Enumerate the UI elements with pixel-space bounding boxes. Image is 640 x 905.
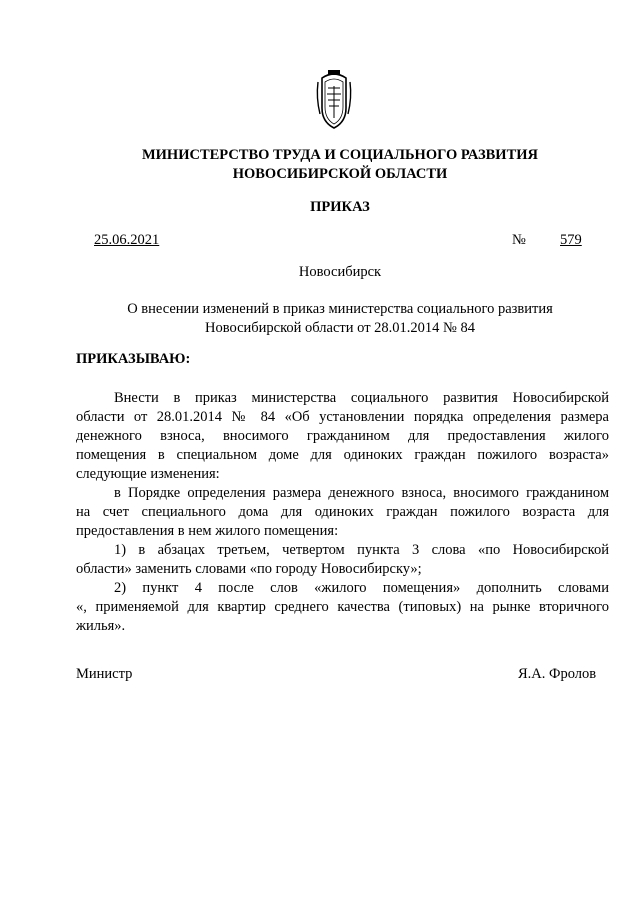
body-line: области от 28.01.2014 № 84 «Об установлении порядка определения размера [76,409,609,425]
body-line: в Порядке определения размера денежного взноса, вносимого гражданином [114,485,609,501]
body-line: Внести в приказ министерства социального развития Новосибирской [114,390,609,406]
body-line: следующие изменения: [76,466,220,482]
ministry-title-line2: НОВОСИБИРСКОЙ ОБЛАСТИ [232,166,448,182]
ministry-title-line1: МИНИСТЕРСТВО ТРУДА И СОЦИАЛЬНОГО РАЗВИТИЯ [141,147,539,163]
body-line: предоставления в нем жилого помещения: [76,523,339,539]
coat-of-arms-emblem [314,68,354,132]
subject-line1: О внесении изменений в приказ министерства социального развития [127,301,553,317]
subject-line2: Новосибирской области от 28.01.2014 № 84 [205,320,475,336]
order-body [76,389,609,636]
ministry-title [60,146,620,184]
signer-position: Министр [76,666,133,682]
body-line: помещения в специальном доме для одиноких граждан пожилого возраста» [76,447,609,463]
signer-name: Я.А. Фролов [518,666,597,682]
body-line: жилья». [76,618,126,634]
body-line: 1) в абзацах третьем, четвертом пункта 3 слова «по Новосибирской [114,542,609,558]
body-line: 2) пункт 4 после слов «жилого помещения» дополнить словами [114,580,609,596]
body-line: «, применяемой для квартир среднего качества (типовых) на рынке вторичного [76,599,609,615]
document-type: ПРИКАЗ [310,199,370,215]
order-date: 25.06.2021 [94,232,160,248]
number-sign: № [512,232,526,248]
order-subject [60,300,620,338]
body-line: области» заменить словами «по городу Новосибирску»; [76,561,422,577]
city: Новосибирск [298,264,382,280]
body-line: на счет специального дома для одиноких граждан пожилого возраста для [76,504,609,520]
order-word: ПРИКАЗЫВАЮ: [76,351,191,367]
order-number: 579 [560,232,582,248]
body-line: денежного взноса, вносимого гражданином для предоставления жилого [76,428,609,444]
